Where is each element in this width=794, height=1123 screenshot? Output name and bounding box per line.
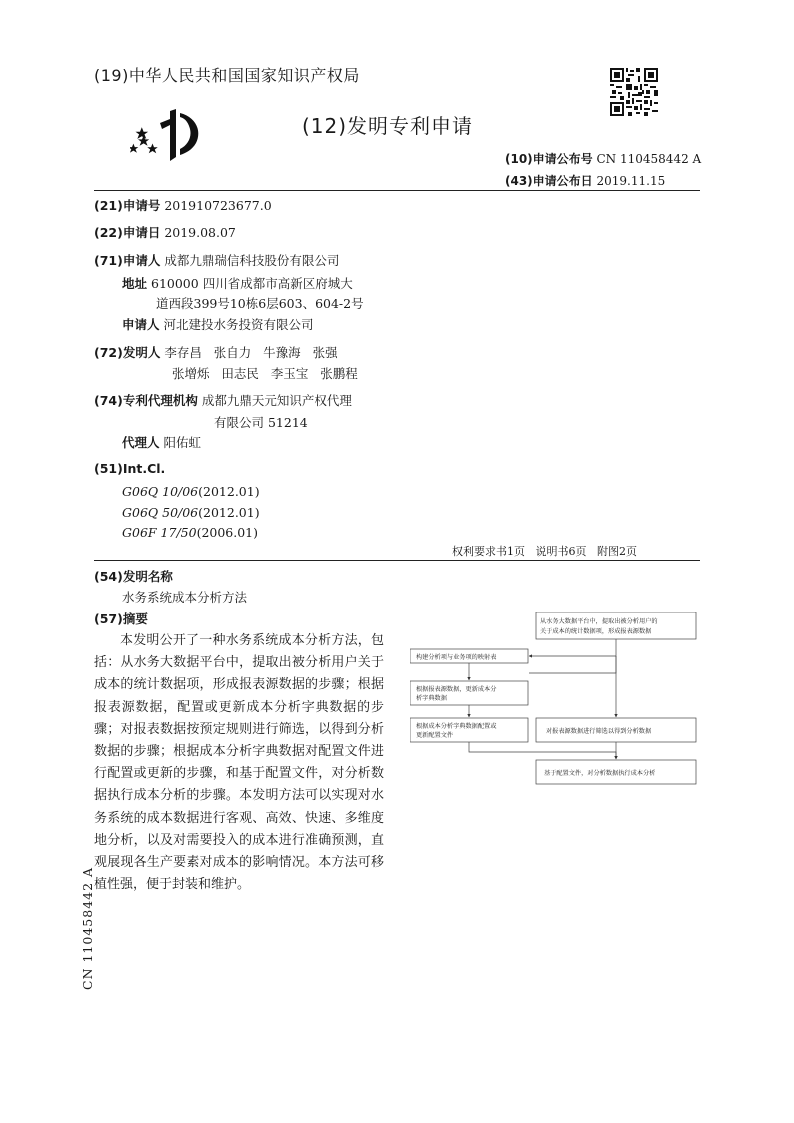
publication-number-label: (10)申请公布号 (505, 152, 593, 166)
flow-text-6: 基于配置文件，对分析数据执行成本分析 (544, 770, 656, 777)
patent-agency-line-1: 成都九鼎天元知识产权代理 (201, 393, 352, 408)
document-type-title: (12)发明专利申请 (302, 114, 474, 138)
flow-text-4b: 更新配置文件 (416, 732, 454, 739)
application-number (94, 196, 272, 214)
applicant-label: (71)申请人 (94, 253, 161, 268)
qr-code-icon (610, 68, 658, 116)
flow-text-1b: 关于成本的统计数据项，形成报表源数据 (540, 628, 652, 635)
abstract-text: 本发明公开了一种水务系统成本分析方法，包括：从水务大数据平台中，提取出被分析用户关于成本的统计数据项，形成报表源数据的步骤；根据报表源数据，配置或更新成本分析字典数据的步骤；对报表数据按预定规则进行筛选，以得到分析数据的步骤；根据成本分析字典数据对配置文件进行配置或更新的步骤，和基于配置文件，对分析数据执行成本分析的步骤。本发明方法可以实现对水务系统的成本数据进行客观、高效、快速、多维度地分析，以及对需要投入的成本进行准确预测，直观展现各生产要素对成本的影响情况。本方法可移植性强，便于封装和维护。 (94, 633, 384, 893)
agent-label: 代理人 (122, 435, 160, 450)
flow-text-3a: 根据报表源数据，更新成本分 (416, 686, 497, 693)
filing-date (94, 223, 236, 241)
ipc-code: G06Q 50/06 (122, 505, 199, 520)
address-line-2: 道西段399号10栋6层603、604-2号 (156, 296, 364, 311)
office-name: (19)中华人民共和国国家知识产权局 (94, 66, 360, 85)
flow-text-4a: 根据成本分析字典数据配置或 (416, 723, 497, 730)
side-publication-code: CN 110458442 A (80, 866, 95, 990)
agent-value: 阳佑虹 (163, 435, 202, 450)
patent-office-emblem-icon (130, 103, 210, 163)
application-number-value: 201910723677.0 (164, 198, 272, 213)
int-cl-label (94, 461, 165, 476)
abstract-label-text: (57)摘要 (94, 611, 148, 626)
method-flowchart (410, 612, 710, 790)
page-count-info: 权利要求书1页 说明书6页 附图2页 (452, 545, 637, 558)
abstract-label (94, 609, 148, 627)
inventors-line-2: 张增烁 田志民 李玉宝 张鹏程 (172, 366, 358, 381)
address-line-1: 610000 四川省成都市高新区府城大 (151, 276, 353, 291)
ipc-version: (2012.01) (198, 484, 260, 499)
filing-date-label: (22)申请日 (94, 225, 161, 240)
patent-agency (94, 391, 352, 409)
ipc-classification-3 (122, 525, 258, 540)
patent-agency-line-2: 有限公司 51214 (214, 415, 308, 430)
flow-text-1a: 从水务大数据平台中，提取出被分析用户的 (540, 618, 658, 625)
inventors-label: (72)发明人 (94, 345, 161, 360)
applicant-2-label: 申请人 (122, 317, 160, 332)
publication-date-label: (43)申请公布日 (505, 174, 593, 188)
publication-date (505, 172, 665, 189)
flow-text-3b: 析字典数据 (416, 695, 447, 702)
ipc-classification-2 (122, 505, 260, 520)
publication-number-value: CN 110458442 A (596, 152, 702, 166)
ipc-version: (2006.01) (196, 525, 259, 540)
invention-title-label-text: (54)发明名称 (94, 569, 173, 584)
inventors-line-1: 李存昌 张自力 牛豫海 张强 (164, 345, 338, 360)
invention-title: 水务系统成本分析方法 (122, 590, 248, 605)
ipc-version: (2012.01) (198, 505, 260, 520)
header-divider (94, 190, 700, 191)
patent-agency-label: (74)专利代理机构 (94, 393, 198, 408)
ipc-code: G06F 17/50 (122, 525, 197, 540)
section-divider (94, 560, 700, 561)
applicant-2-value: 河北建投水务投资有限公司 (163, 317, 314, 332)
int-cl-label-text: (51)Int.Cl. (94, 461, 166, 476)
applicant-value: 成都九鼎瑞信科技股份有限公司 (164, 253, 340, 268)
applicant-2 (122, 315, 314, 333)
ipc-code: G06Q 10/06 (122, 484, 199, 499)
address-label: 地址 (122, 276, 148, 291)
publication-number (505, 150, 701, 167)
invention-title-label (94, 567, 173, 585)
agent (122, 433, 201, 451)
address (122, 274, 353, 292)
filing-date-value: 2019.08.07 (164, 225, 236, 240)
flow-text-2: 构建分析项与业务项的映射表 (416, 654, 497, 661)
application-number-label: (21)申请号 (94, 198, 161, 213)
publication-date-value: 2019.11.15 (596, 174, 666, 188)
inventors (94, 343, 338, 361)
ipc-classification-1 (122, 484, 260, 499)
flow-text-5: 对报表源数据进行筛选以得到分析数据 (546, 728, 652, 735)
applicant (94, 251, 339, 269)
